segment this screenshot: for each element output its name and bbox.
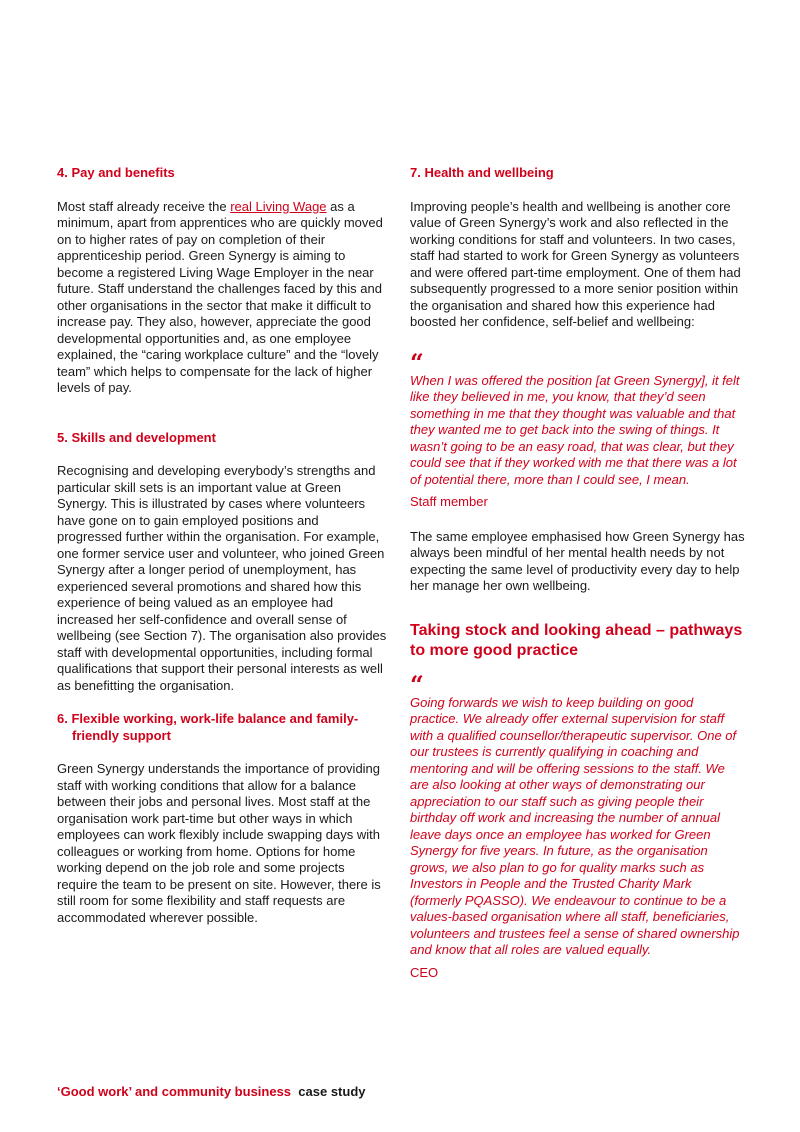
living-wage-link[interactable]: real Living Wage — [230, 198, 327, 214]
staff-quote-text: When I was offered the position [at Green Synergy], it felt like they believed in me, you know, that they’d seen something in me that they thought was valuable and that they wanted me to get back into the swing of things. It wasn’t going to be an easy road, that was clear, but they could see that if they worked with me that there was a lot of potential there, more than I could see, I mean. — [410, 372, 740, 487]
section-6-heading: 6. Flexible working, work-life balance and family-friendly support — [57, 711, 359, 743]
staff-quote — [410, 347, 745, 511]
section-7-heading: 7. Health and wellbeing — [410, 165, 554, 180]
section-7-body-2: The same employee emphasised how Green Synergy has always been mindful of her mental health needs by not expecting the same level of productivity every day to help her manage her own wellbeing. — [410, 528, 745, 593]
ceo-quote-text: Going forwards we wish to keep building on good practice. We already offer external supervision for staff with a qualified counsellor/therapeutic supervisor. One of our trustees is currently qualifying in coaching and mentoring and will be offering sessions to the staff. We are also looking at other ways of demonstrating our appreciation to our staff such as giving people their birthday off work and increasing the number of annual leave days once an employee has worked for Green Synergy for five years. In future, as the organisation grows, we also plan to go for quality marks such as Investors in People and the Trusted Charity Mark (formerly PQASSO). We endeavour to continue to be a values-based organisation where all staff, beneficiaries, volunteers and trustees feel a sense of shared ownership and know that all roles are valued equally. — [410, 694, 740, 957]
quote-mark-icon: “ — [410, 347, 422, 377]
staff-quote-attribution: Staff member — [410, 494, 488, 509]
footer-series-title: ‘Good work’ and community business — [57, 1084, 292, 1099]
right-column — [410, 165, 745, 981]
footer-label: case study — [298, 1084, 366, 1099]
section-7-body: Improving people’s health and wellbeing is another core value of Green Synergy’s work and also reflected in the working conditions for staff and volunteers. In two cases, staff had started to work for Green Synergy as volunteers and were offered part-time employment. One of them had subsequently progressed to a more senior position within the organisation and shared how this experience had boosted her confidence, self-belief and wellbeing: — [410, 198, 741, 329]
looking-ahead-title: Taking stock and looking ahead – pathways to more good practice — [410, 621, 743, 659]
section-4-body — [57, 199, 387, 397]
page-footer — [57, 1084, 365, 1099]
left-column — [57, 165, 387, 926]
ceo-quote-attribution: CEO — [410, 964, 439, 980]
section-6-body: Green Synergy understands the importance of providing staff with working conditions that allow for a balance between their jobs and personal lives. Most staff at the organisation work part-time but other ways in which employees can work flexibly include swapping days with colleagues or working from home. Options for home working depend on the job role and some projects require the team to be present on site. However, there is still room for some flexibility and staff requests are accommodated wherever possible. — [57, 761, 381, 925]
quote-mark-icon: “ — [410, 669, 422, 699]
section-5-body: Recognising and developing everybody’s strengths and particular skill sets is an important value at Green Synergy. This is illustrated by cases where volunteers have gone on to gain employed positions and progressed further within the organisation. For example, one former service user and volunteer, who joined Green Synergy after a longer period of unemployment, has experienced several promotions and shared how this experience of being valued as an employee had increased her self-confidence and overall sense of wellbeing (see Section 7). The organisation also provides staff with developmental opportunities, including formal qualifications that support their personal interests as well as benefitting the organisation. — [57, 463, 387, 693]
section-4-body-intro: Most staff already receive the — [57, 198, 231, 214]
section-4-body-rest: as a minimum, apart from apprentices who are quickly moved on to higher rates of pay on completion of their apprenticeship period. Green Synergy is aiming to become a registered Living Wage Employer in the near future. Staff understand the challenges faced by this and other organisations in the sector that make it difficult to increase pay. They also, however, appreciate the good developmental opportunities and, as one employee explained, the “caring workplace culture” and the “lovely team” which helps to compensate for the lack of higher levels of pay. — [57, 198, 383, 395]
section-4-heading: 4. Pay and benefits — [57, 165, 175, 180]
ceo-quote — [410, 669, 745, 982]
section-5-heading: 5. Skills and development — [57, 429, 216, 445]
